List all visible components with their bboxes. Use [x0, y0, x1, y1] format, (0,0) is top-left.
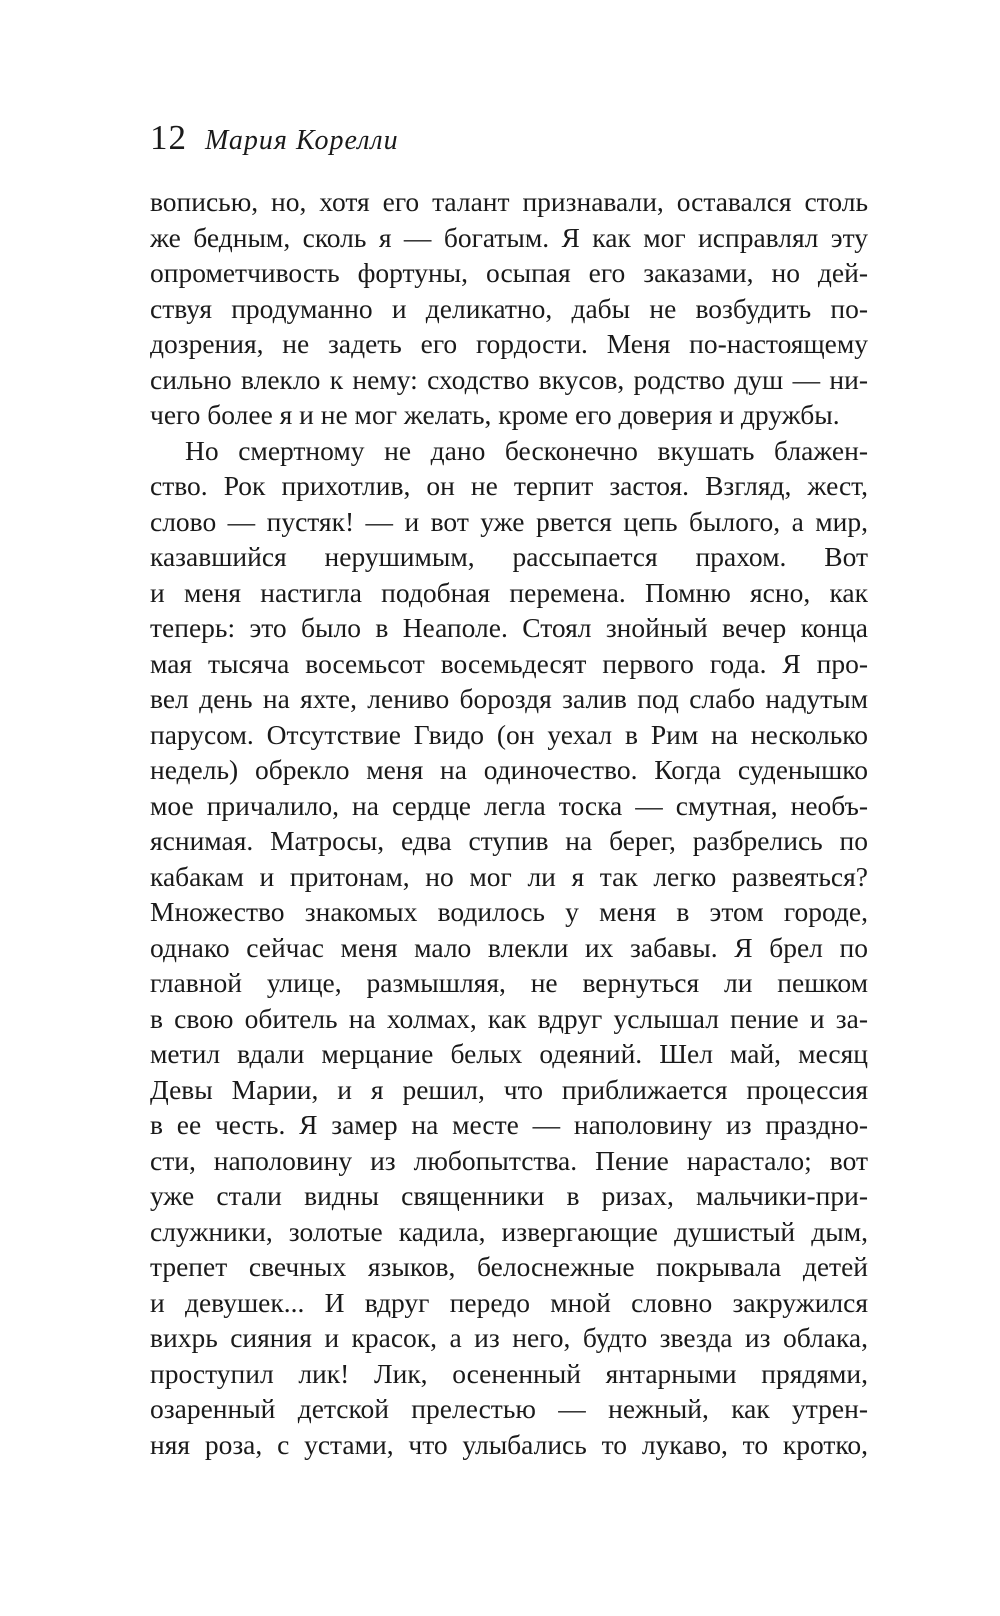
text-line: мая тысяча восемьсот восемьдесят первого года. Я про- — [150, 647, 868, 679]
text-line: озаренный детской прелестью — нежный, как утрен- — [150, 1393, 868, 1424]
text-line: ствуя продуманно и деликатно, дабы не возбудить по- — [150, 292, 868, 324]
text-line: теперь: это было в Неаполе. Стоял знойный вечер конца — [150, 612, 868, 643]
text-line: Девы Марии, и я решил, что приближается процессия — [150, 1073, 868, 1105]
text-line: опрометчивость фортуны, осыпая его заказами, но дей- — [150, 257, 868, 288]
text-line: кабакам и притонам, но мог ли я так легко развеяться? — [150, 860, 868, 892]
text-line: главной улице, размышляя, не вернуться ли пешком — [150, 967, 868, 998]
text-line: чего более я и не мог желать, кроме его доверия и дружбы. — [150, 399, 840, 430]
text-line: однако сейчас меня мало влекли их забавы. Я брел по — [150, 931, 868, 963]
text-line: дозрения, не задеть его гордости. Меня по-настоящему — [150, 328, 868, 359]
text-line: слово — пустяк! — и вот уже рвется цепь былого, а мир, — [150, 505, 868, 537]
text-line: недель) обрекло меня на одиночество. Когда суденышко — [150, 754, 868, 785]
text-line: ство. Рок прихотлив, он не терпит застоя. Взгляд, жест, — [150, 470, 868, 501]
text-line: уже стали видны священники в ризах, мальчики-при- — [150, 1180, 868, 1211]
text-line: мое причалило, на сердце легла тоска — смутная, необъ- — [150, 789, 868, 821]
running-head-author: Мария Корелли — [205, 125, 399, 156]
text-line: вихрь сияния и красок, а из него, будто звезда из облака, — [150, 1322, 868, 1353]
text-line: парусом. Отсутствие Гвидо (он уехал в Рим на несколько — [150, 718, 868, 750]
page-number: 12 — [150, 118, 187, 157]
text-line: в ее честь. Я замер на месте — наполовину из праздно- — [150, 1109, 868, 1140]
text-line: казавшийся нерушимым, рассыпается прахом. Вот — [150, 541, 868, 572]
text-line: вописью, но, хотя его талант признавали, оставался столь — [150, 186, 868, 217]
text-line: сти, наполовину из любопытства. Пение нарастало; вот — [150, 1144, 868, 1176]
text-line: яснимая. Матросы, едва ступив на берег, разбрелись по — [150, 825, 868, 856]
text-line: в свою обитель на холмах, как вдруг услышал пение и за- — [150, 1002, 868, 1034]
text-line: сильно влекло к нему: сходство вкусов, родство душ — ни- — [150, 363, 868, 395]
text-line: няя роза, с устами, что улыбались то лукаво, то кротко, — [150, 1428, 868, 1460]
text-line: проступил лик! Лик, осененный янтарными прядями, — [150, 1357, 868, 1389]
text-line: же бедным, сколь я — богатым. Я как мог исправлял эту — [150, 221, 868, 253]
text-line: вел день на яхте, лениво бороздя залив под слабо надутым — [150, 683, 868, 714]
body-text — [150, 184, 868, 1462]
text-line: метил вдали мерцание белых одеяний. Шел май, месяц — [150, 1038, 868, 1069]
text-line: служники, золотые кадила, извергающие душистый дым, — [150, 1215, 868, 1247]
text-line: Но смертному не дано бесконечно вкушать блажен- — [185, 434, 868, 466]
running-head — [150, 118, 399, 158]
text-line: и меня настигла подобная перемена. Помню ясно, как — [150, 576, 868, 608]
text-line: и девушек... И вдруг передо мной словно закружился — [150, 1286, 868, 1318]
text-line: трепет свечных языков, белоснежные покрывала детей — [150, 1251, 868, 1282]
text-line: Множество знакомых водилось у меня в этом городе, — [150, 896, 868, 927]
